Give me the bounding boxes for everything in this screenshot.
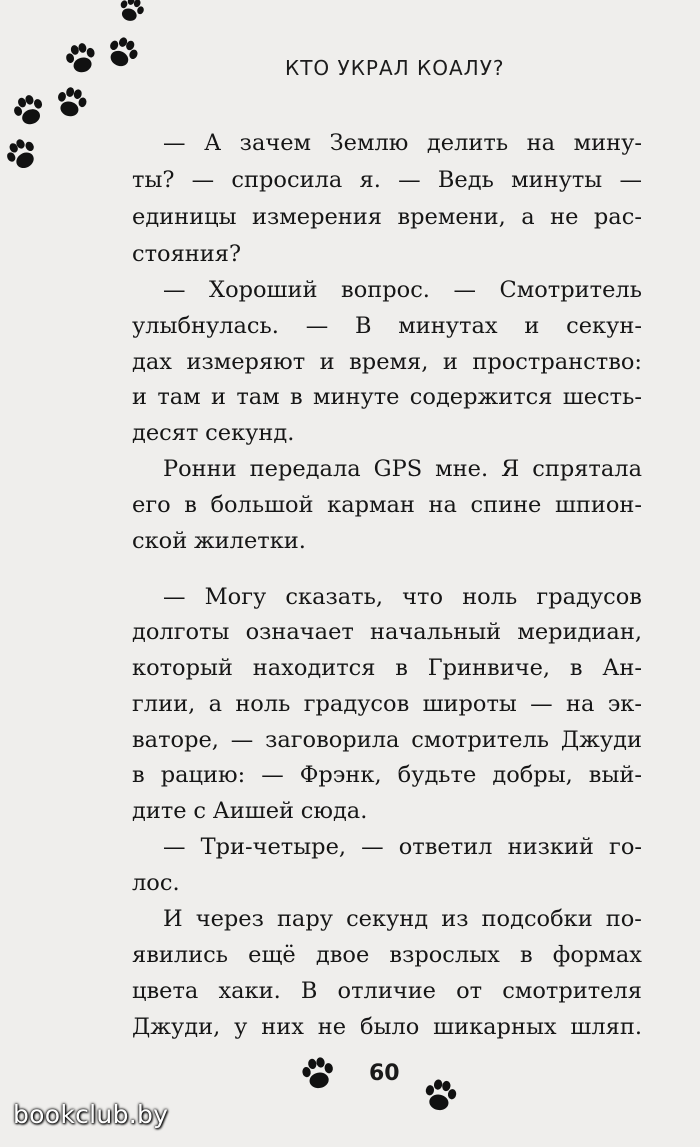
text-line: — А зачем Землю делить на мину- <box>163 130 642 156</box>
text-line: долготы означает начальный меридиан, <box>132 619 642 645</box>
paw-print-icon <box>422 1078 458 1114</box>
text-line: единицы измерения времени, а не рас- <box>132 204 642 230</box>
text-line: ской жилетки. <box>132 528 306 554</box>
text-line: дите с Аишей сюда. <box>132 798 368 824</box>
text-line: и там и там в минуте содержится шесть- <box>132 384 642 410</box>
paw-print-icon <box>114 0 148 24</box>
text-line: стояния? <box>132 241 242 267</box>
text-line: явились ещё двое взрослых в формах <box>132 942 642 968</box>
text-line: дах измеряют и время, и пространство: <box>132 349 642 375</box>
text-line: — Могу сказать, что ноль градусов <box>163 584 642 610</box>
text-line: его в большой карман на спине шпион- <box>132 492 642 518</box>
page-number: 60 <box>369 1061 400 1086</box>
running-header: КТО УКРАЛ КОАЛУ? <box>285 56 505 80</box>
text-line: — Хороший вопрос. — Смотритель <box>163 277 642 303</box>
text-line: который находится в Гринвиче, в Ан- <box>132 655 642 681</box>
text-line: И через пару секунд из подсобки по- <box>163 906 642 932</box>
text-line: улыбнулась. — В минутах и секун- <box>132 313 642 339</box>
paw-print-icon <box>300 1056 336 1092</box>
text-line: Ронни передала GPS мне. Я спрятала <box>163 456 642 482</box>
text-line: ваторе, — заговорила смотритель Джуди <box>132 727 642 753</box>
site-watermark: bookclub.by <box>13 1100 169 1129</box>
text-line: десят секунд. <box>132 420 295 446</box>
text-line: — Три-четыре, — ответил низкий го- <box>163 834 642 860</box>
text-line: в рацию: — Фрэнк, будьте добры, вый- <box>132 762 642 788</box>
paw-print-icon <box>105 36 139 70</box>
paw-print-icon <box>54 86 88 120</box>
text-line: цвета хаки. В отличие от смотрителя <box>132 978 642 1004</box>
text-line: лос. <box>132 870 180 896</box>
text-line: Джуди, у них не было шикарных шляп. <box>132 1014 642 1040</box>
paw-print-icon <box>5 138 39 172</box>
text-line: глии, а ноль градусов широты — на эк- <box>132 691 642 717</box>
text-line: ты? — спросила я. — Ведь минуты — <box>132 167 642 193</box>
paw-print-icon <box>12 94 46 128</box>
paw-print-icon <box>64 42 98 76</box>
